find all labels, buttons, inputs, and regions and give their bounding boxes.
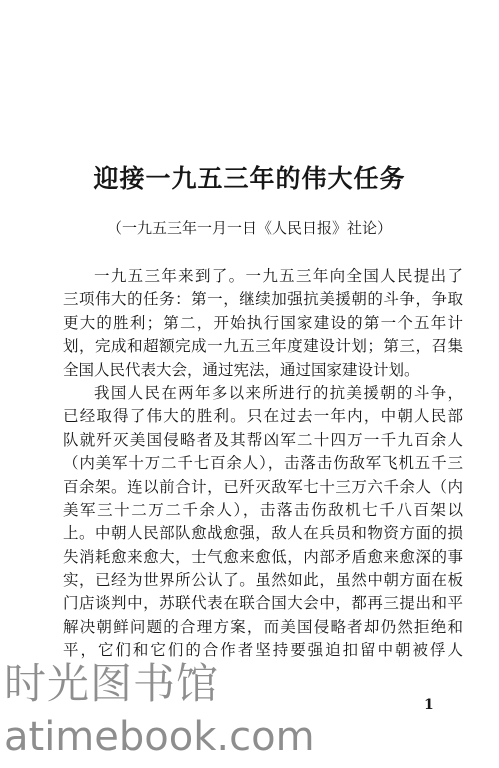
body-line: 实，已经为世界所公认了。虽然如此，虽然中朝方面在板 (63, 571, 463, 590)
body-line: 一九五三年来到了。一九五三年向全国人民提出了 (94, 267, 463, 285)
body-line: 队就歼灭美国侵略者及其帮凶军二十四万一千九百余人 (63, 430, 463, 449)
body-line: 全国人民代表大会，通过宪法，通过国家建设计划。 (63, 360, 420, 379)
body-line: 已经取得了伟大的胜利。只在过去一年内，中朝人民部 (63, 407, 463, 426)
body-line: 划，完成和超额完成一九五三年度建设计划；第三，召集 (63, 337, 463, 356)
article-title: 迎接一九五三年的伟大任务 (93, 164, 406, 193)
body-line: 上。中朝人民部队愈战愈强，敌人在兵员和物资方面的损 (63, 524, 463, 543)
body-line: 百余架。连以前合计，已歼灭敌军七十三万六千余人（内 (63, 477, 463, 496)
article-body (63, 265, 463, 663)
watermark-title: 时光图书馆 (4, 659, 220, 708)
body-line: （内美军十万二千七百余人），击落击伤敌军飞机五千三 (63, 454, 463, 473)
body-line: 门店谈判中，苏联代表在联合国大会中，都再三提出和平 (63, 594, 463, 613)
body-line: 更大的胜利；第二，开始执行国家建设的第一个五年计 (63, 313, 463, 332)
watermark-url: atimebook.com (4, 714, 315, 760)
body-line: 失消耗愈来愈大，士气愈来愈低，内部矛盾愈来愈深的事 (63, 547, 463, 566)
article-subtitle: （一九五三年一月一日《人民日报》社论） (106, 219, 392, 237)
body-line: 我国人民在两年多以来所进行的抗美援朝的斗争， (94, 383, 463, 402)
body-line: 三项伟大的任务：第一，继续加强抗美援朝的斗争，争取 (63, 290, 463, 309)
body-line: 解决朝鲜问题的合理方案，而美国侵略者却仍然拒绝和 (63, 617, 463, 636)
body-line: 平，它们和它们的合作者坚持要强迫扣留中朝被俘人 (63, 641, 463, 660)
page-number: 1 (424, 697, 434, 713)
body-line: 美军三十二万二千余人），击落击伤敌机七千八百架以 (63, 500, 463, 519)
